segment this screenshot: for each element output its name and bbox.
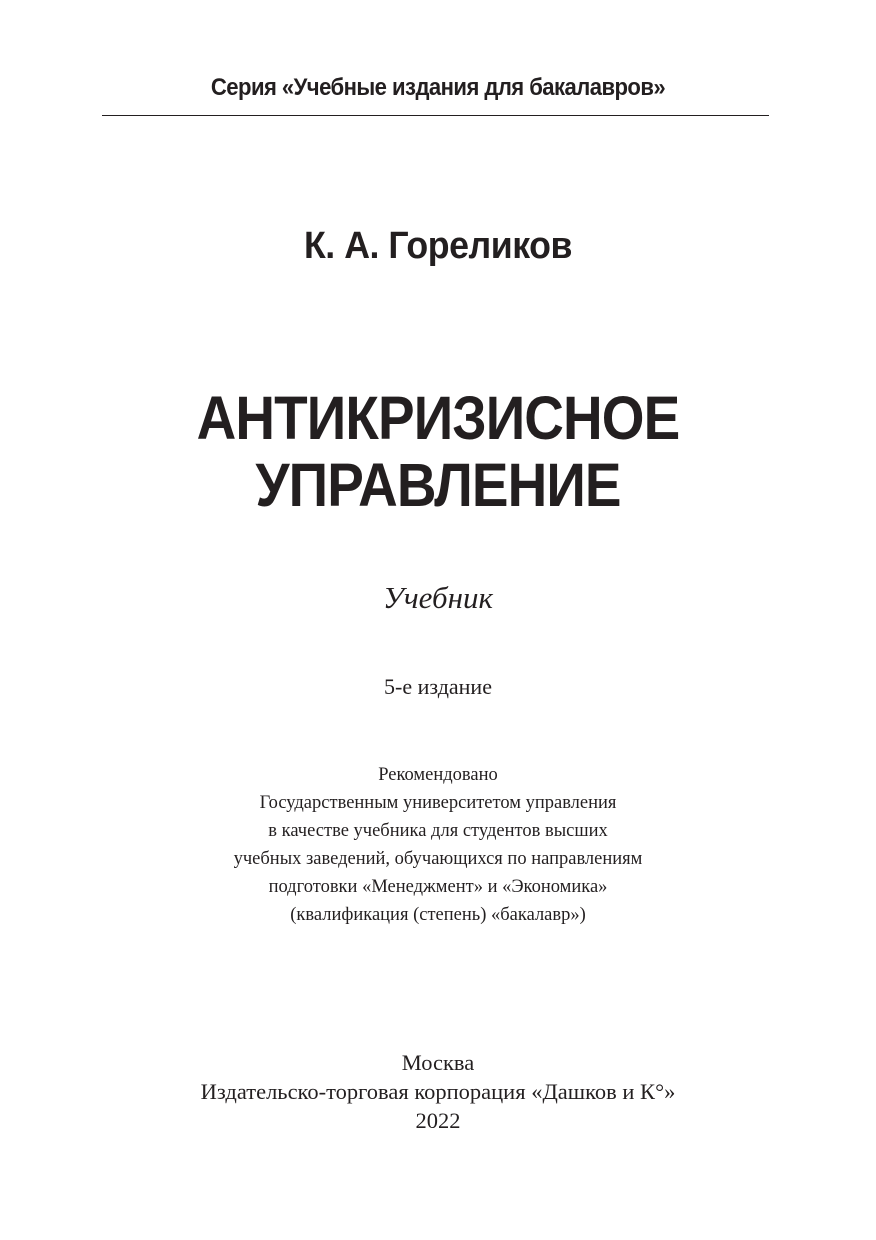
recommendation-line: Рекомендовано — [378, 765, 498, 785]
book-title — [44, 385, 832, 519]
recommendation-block — [0, 761, 876, 929]
imprint-publisher: Издательско-торговая корпорация «Дашков и К°» — [200, 1079, 676, 1104]
imprint-year: 2022 — [415, 1108, 461, 1133]
recommendation-line: учебных заведений, обучающихся по направлениям — [233, 849, 643, 869]
recommendation-line: (квалификация (степень) «бакалавр») — [290, 905, 586, 925]
book-subtitle: Учебник — [383, 580, 493, 615]
series-heading: Серия «Учебные издания для бакалавров» — [210, 74, 666, 101]
recommendation-line: подготовки «Менеджмент» и «Экономика» — [268, 877, 608, 897]
book-title-line-1: АНТИКРИЗИСНОЕ — [196, 384, 680, 452]
edition-label: 5-е издание — [384, 674, 492, 699]
imprint-block — [0, 1048, 876, 1135]
header-rule — [102, 115, 769, 116]
imprint-city: Москва — [401, 1050, 475, 1075]
recommendation-line: в качестве учебника для студентов высших — [268, 821, 608, 841]
recommendation-line: Государственным университетом управления — [259, 793, 617, 813]
book-title-line-2: УПРАВЛЕНИЕ — [255, 451, 621, 519]
author-name: К. А. Гореликов — [303, 225, 573, 267]
